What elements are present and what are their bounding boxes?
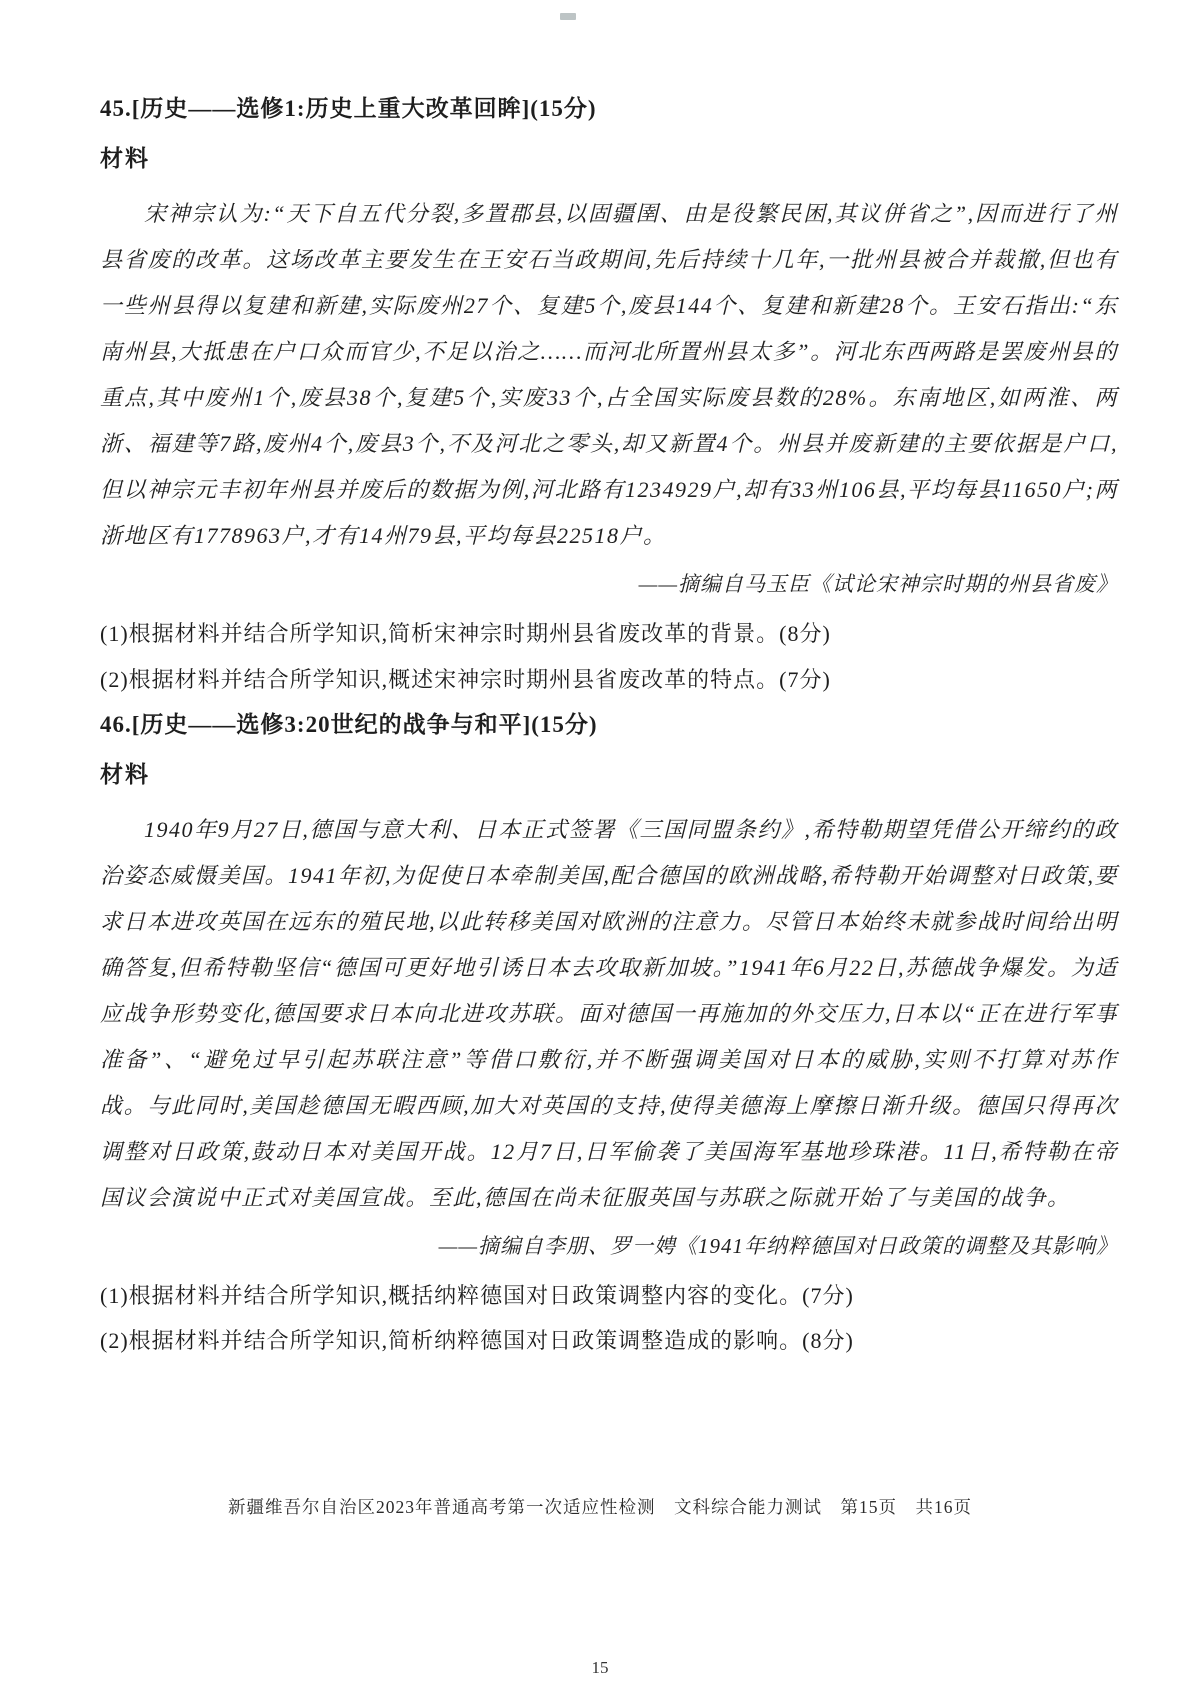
question-45-sub-question-2: (2)根据材料并结合所学知识,概述宋神宗时期州县省废改革的特点。(7分) <box>100 667 831 692</box>
question-46 <box>100 708 1118 1363</box>
question-45 <box>100 92 1118 702</box>
page-number: 15 <box>591 1658 609 1677</box>
question-46-attribution: ——摘编自李朋、罗一娉《1941年纳粹德国对日政策的调整及其影响》 <box>438 1234 1118 1258</box>
question-45-attribution: ——摘编自马玉臣《试论宋神宗时期的州县省废》 <box>638 572 1118 596</box>
page-content <box>100 92 1118 1363</box>
scan-smudge-artifact <box>560 13 576 20</box>
question-46-sub-question-1: (1)根据材料并结合所学知识,概括纳粹德国对日政策调整内容的变化。(7分) <box>100 1283 854 1308</box>
question-46-sub-question-2: (2)根据材料并结合所学知识,简析纳粹德国对日政策调整造成的影响。(8分) <box>100 1328 854 1353</box>
question-45-material-label: 材料 <box>100 146 150 171</box>
question-46-heading: 46.[历史——选修3:20世纪的战争与和平](15分) <box>100 712 598 737</box>
question-45-heading: 45.[历史——选修1:历史上重大改革回眸](15分) <box>100 96 597 121</box>
question-45-material-text: 宋神宗认为:“天下自五代分裂,多置郡县,以固疆圉、由是役繁民困,其议併省之”,因而进行了州县省废的改革。这场改革主要发生在王安石当政期间,先后持续十几年,一批州县被合并裁撤,但也有一些州县得以复建和新建,实际废州27个、复建5个,废县144个、复建和新建28个。王安石指出:“东南州县,大抵患在户口众而官少,不足以治之……而河北所置州县太多”。河北东西两路是罢废州县的重点,其中废州1个,废县38个,复建5个,实废33个,占全国实际废县数的28%。东南地区,如两淮、两浙、福建等7路,废州4个,废县3个,不及河北之零头,却又新置4个。州县并废新建的主要依据是户口,但以神宗元丰初年州县并废后的数据为例,河北路有1234929户,却有33州106县,平均每县11650户;两浙地区有1778963户,才有14州79县,平均每县22518户。 <box>100 201 1118 548</box>
question-46-material-label: 材料 <box>100 762 150 787</box>
page-footer: 新疆维吾尔自治区2023年普通高考第一次适应性检测 文科综合能力测试 第15页 共16页 <box>228 1497 972 1517</box>
question-46-material-text: 1940年9月27日,德国与意大利、日本正式签署《三国同盟条约》,希特勒期望凭借公开缔约的政治姿态威慑美国。1941年初,为促使日本牵制美国,配合德国的欧洲战略,希特勒开始调整对日政策,要求日本进攻英国在远东的殖民地,以此转移美国对欧洲的注意力。尽管日本始终未就参战时间给出明确答复,但希特勒坚信“德国可更好地引诱日本去攻取新加坡。”1941年6月22日,苏德战争爆发。为适应战争形势变化,德国要求日本向北进攻苏联。面对德国一再施加的外交压力,日本以“正在进行军事准备”、“避免过早引起苏联注意”等借口敷衍,并不断强调美国对日本的威胁,实则不打算对苏作战。与此同时,美国趁德国无暇西顾,加大对英国的支持,使得美德海上摩擦日渐升级。德国只得再次调整对日政策,鼓动日本对美国开战。12月7日,日军偷袭了美国海军基地珍珠港。11日,希特勒在帝国议会演说中正式对美国宣战。至此,德国在尚未征服英国与苏联之际就开始了与美国的战争。 <box>100 817 1119 1210</box>
question-45-sub-question-1: (1)根据材料并结合所学知识,简析宋神宗时期州县省废改革的背景。(8分) <box>100 621 831 646</box>
